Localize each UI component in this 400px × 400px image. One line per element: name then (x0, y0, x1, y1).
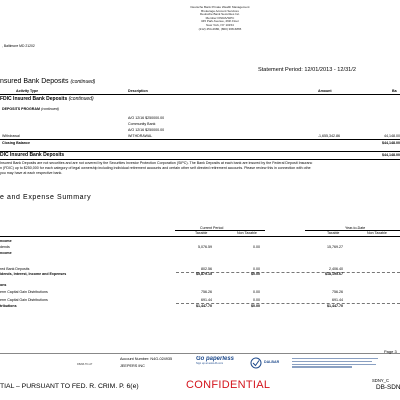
section-title-income-expense: e and Expense Summary (0, 194, 92, 201)
income-cp-non-taxable: 0.00 (253, 245, 260, 249)
income-cp-taxable: $5,879.15 (196, 272, 212, 276)
income-row-label: red Bank Deposits (0, 267, 30, 271)
subsection-title-text: FDIC Insured Bank Deposits (0, 96, 68, 102)
program-name: DEPOSITS PROGRAM (2, 107, 40, 111)
closing-balance-label: Closing Balance (2, 141, 30, 145)
continued-label: (continued) (40, 107, 59, 111)
firm-address-line: Brokerage Account Services (201, 8, 239, 13)
firm-address-line: 345 Park Avenue, 26th Floor (201, 19, 239, 24)
income-row-label: dends (0, 245, 10, 249)
income-cp-taxable: 691.44 (201, 298, 212, 302)
closing-balance-value: $44,148.00 (382, 141, 400, 145)
confidential-stamp: CONFIDENTIAL (186, 379, 271, 391)
column-header-cp-taxable: Taxable (195, 231, 208, 235)
deposits-program-label (2, 107, 59, 111)
description-line: A/O 12/16 $250000.00 (128, 116, 165, 120)
footer-rule (0, 353, 400, 354)
column-header-cp-non-taxable: Non Taxable (237, 231, 257, 235)
firm-address-line: (212) 454-2980, (800) 368-6865 (198, 26, 242, 31)
income-header-rule (0, 236, 400, 237)
account-name: JEEPERS INC (120, 364, 145, 368)
income-cp-non-taxable: $0.00 (251, 304, 260, 308)
column-header-balance: Ba (392, 89, 397, 93)
dalbar-seal-icon (250, 357, 262, 369)
dalbar-label: DALBAR (264, 360, 280, 364)
income-row-label: ncome (0, 251, 12, 255)
income-ytd-taxable: 2,406.40 (329, 267, 343, 271)
withdrawal-balance: 44,148.00 (384, 134, 400, 138)
account-number: Account Number: N4G-024935 (120, 357, 173, 361)
description-line: WITHDRAWAL (128, 134, 153, 138)
go-paperless-text: Go paperless (196, 356, 235, 362)
continued-label: (continued) (68, 96, 94, 102)
income-ytd-taxable: $18,195.67 (325, 272, 343, 276)
fdic-disclosure-line: you may have at each respective bank. (0, 171, 63, 175)
firm-address-line: Deutsche Bank Private Wealth Management (190, 6, 250, 9)
page-number: Page 3 (384, 349, 397, 354)
income-ytd-taxable: 15,769.27 (327, 245, 343, 249)
income-row-label: ons (0, 283, 7, 287)
description-line: Community Bank (128, 122, 156, 126)
section-title-insured-deposits (0, 78, 95, 85)
income-cp-taxable: 802.56 (201, 267, 212, 271)
firm-address-line: Member FINRA/SIPC (205, 15, 235, 20)
income-row-label: erm Capital Gain Distributions (0, 290, 48, 294)
header-rule (0, 94, 400, 95)
column-group-current-period: Current Period (200, 226, 224, 230)
description-line: A/O 12/16 $250000.00 (128, 128, 165, 132)
income-cp-non-taxable: 0.00 (253, 290, 260, 294)
income-cp-non-taxable: 0.00 (253, 298, 260, 302)
column-header-activity: Activity Type (16, 89, 39, 93)
income-row-label: idends, Interest, Income and Expenses (0, 272, 67, 276)
closing-rule (0, 139, 400, 140)
footer-disclosure-blurb (292, 357, 382, 369)
statement-period: Statement Period: 12/01/2013 - 12/31/2 (258, 67, 356, 73)
firm-address-line: Deutsche Bank Securities Inc. (199, 12, 241, 17)
column-header-description: Description (128, 89, 148, 93)
column-group-year-to-date: Year-to-Date (345, 226, 366, 230)
income-row-label: tributions (0, 304, 17, 308)
fdic-disclosure-line: Insured Bank Deposits are not securities and are not covered by the Securities Investor Protection Corporation (SIPC). The Bank Deposits at each bank are insured by the Federal Deposit Insuranc (0, 161, 313, 165)
column-header-ytd-taxable: Taxable (327, 231, 340, 235)
section-title-text: nsured Bank Deposits (0, 78, 69, 85)
firm-address-block (160, 6, 280, 31)
grand-jury-legend: TIAL – PURSUANT TO FED. R. CRIM. P. 6(e) (0, 383, 139, 390)
go-paperless-subtext: Sign up at www.db.com (196, 362, 224, 365)
income-cp-non-taxable: 0.00 (253, 267, 260, 271)
income-row-label: ncome (0, 239, 12, 243)
continued-label: (continued) (70, 79, 96, 85)
dalbar-badge (250, 356, 284, 370)
income-cp-non-taxable: $0.00 (251, 272, 260, 276)
fdic-title: DIC Insured Bank Deposits (0, 152, 65, 158)
bates-number: DB-SDN (376, 384, 400, 391)
income-ytd-taxable: $1,447.70 (327, 304, 343, 308)
go-paperless-badge (196, 356, 246, 372)
footer-small-code: DBAB-TD-AT (77, 363, 93, 366)
withdrawal-label: Withdrawal (2, 134, 20, 138)
sdny-stamp: SDNY_C (372, 378, 389, 383)
subsection-title-fdic-deposits (0, 96, 94, 102)
income-cp-taxable: 5,076.59 (198, 245, 212, 249)
income-cp-taxable: 756.26 (201, 290, 212, 294)
income-row-label: erm Capital Gain Distributions (0, 298, 48, 302)
income-ytd-taxable: 691.44 (332, 298, 343, 302)
income-cp-taxable: $1,447.70 (196, 304, 212, 308)
withdrawal-amount: -1,655,342.86 (317, 134, 340, 138)
firm-address-line: New York, NY 10154 (206, 22, 234, 27)
client-address-fragment: , Baltimore MD 21202 (2, 44, 35, 48)
fdic-title-balance: $44,148.00 (382, 153, 400, 157)
income-ytd-taxable: 756.26 (332, 290, 343, 294)
column-header-ytd-non-taxable: Non Taxable (367, 231, 387, 235)
column-header-amount: Amount (318, 89, 332, 93)
fdic-disclosure-line: n (FDIC) up to $250,000 for each category of legal ownership including individual retirement accounts and certain other self directed retirement accounts. Please review this in connection with othe (0, 166, 311, 170)
fdic-rule-bottom (0, 159, 400, 160)
